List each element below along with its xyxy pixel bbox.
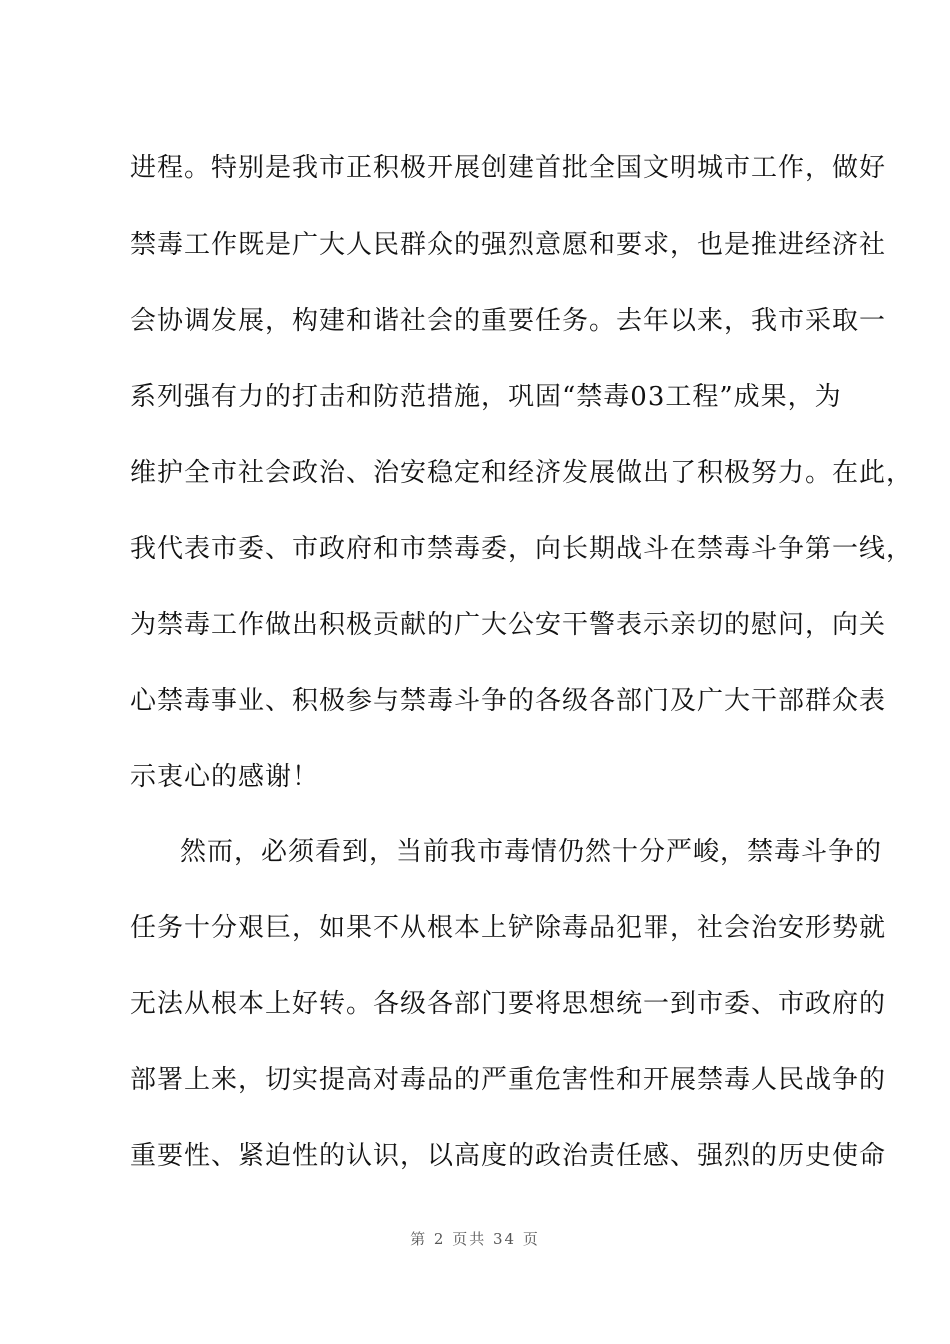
paragraph-line: 部署上来，切实提高对毒品的严重危害性和开展禁毒人民战争的 bbox=[130, 1065, 887, 1095]
paragraph-line: 禁毒工作既是广大人民群众的强烈意愿和要求，也是推进经济社 bbox=[130, 230, 887, 260]
paragraph-line: 重要性、紧迫性的认识，以高度的政治责任感、强烈的历史使命 bbox=[130, 1141, 887, 1171]
paragraph-line: 示衷心的感谢！ bbox=[130, 762, 320, 792]
paragraph-line: 任务十分艰巨，如果不从根本上铲除毒品犯罪，社会治安形势就 bbox=[130, 913, 887, 943]
page-number-footer: 第 2 页共 34 页 bbox=[410, 1230, 540, 1248]
paragraph-line: 然而，必须看到，当前我市毒情仍然十分严峻，禁毒斗争的 bbox=[180, 837, 883, 867]
paragraph-line: 心禁毒事业、积极参与禁毒斗争的各级各部门及广大干部群众表 bbox=[130, 686, 887, 716]
paragraph-line: 系列强有力的打击和防范措施，巩固“禁毒03工程”成果，为 bbox=[130, 382, 842, 412]
paragraph-line: 维护全市社会政治、治安稳定和经济发展做出了积极努力。在此， bbox=[130, 458, 914, 488]
paragraph-line: 我代表市委、市政府和市禁毒委，向长期战斗在禁毒斗争第一线， bbox=[130, 534, 914, 564]
paragraph-line: 为禁毒工作做出积极贡献的广大公安干警表示亲切的慰问，向关 bbox=[130, 610, 887, 640]
paragraph-line: 进程。特别是我市正积极开展创建首批全国文明城市工作，做好 bbox=[130, 153, 887, 183]
paragraph-line: 无法从根本上好转。各级各部门要将思想统一到市委、市政府的 bbox=[130, 989, 887, 1019]
paragraph-line: 会协调发展，构建和谐社会的重要任务。去年以来，我市采取一 bbox=[130, 306, 887, 336]
